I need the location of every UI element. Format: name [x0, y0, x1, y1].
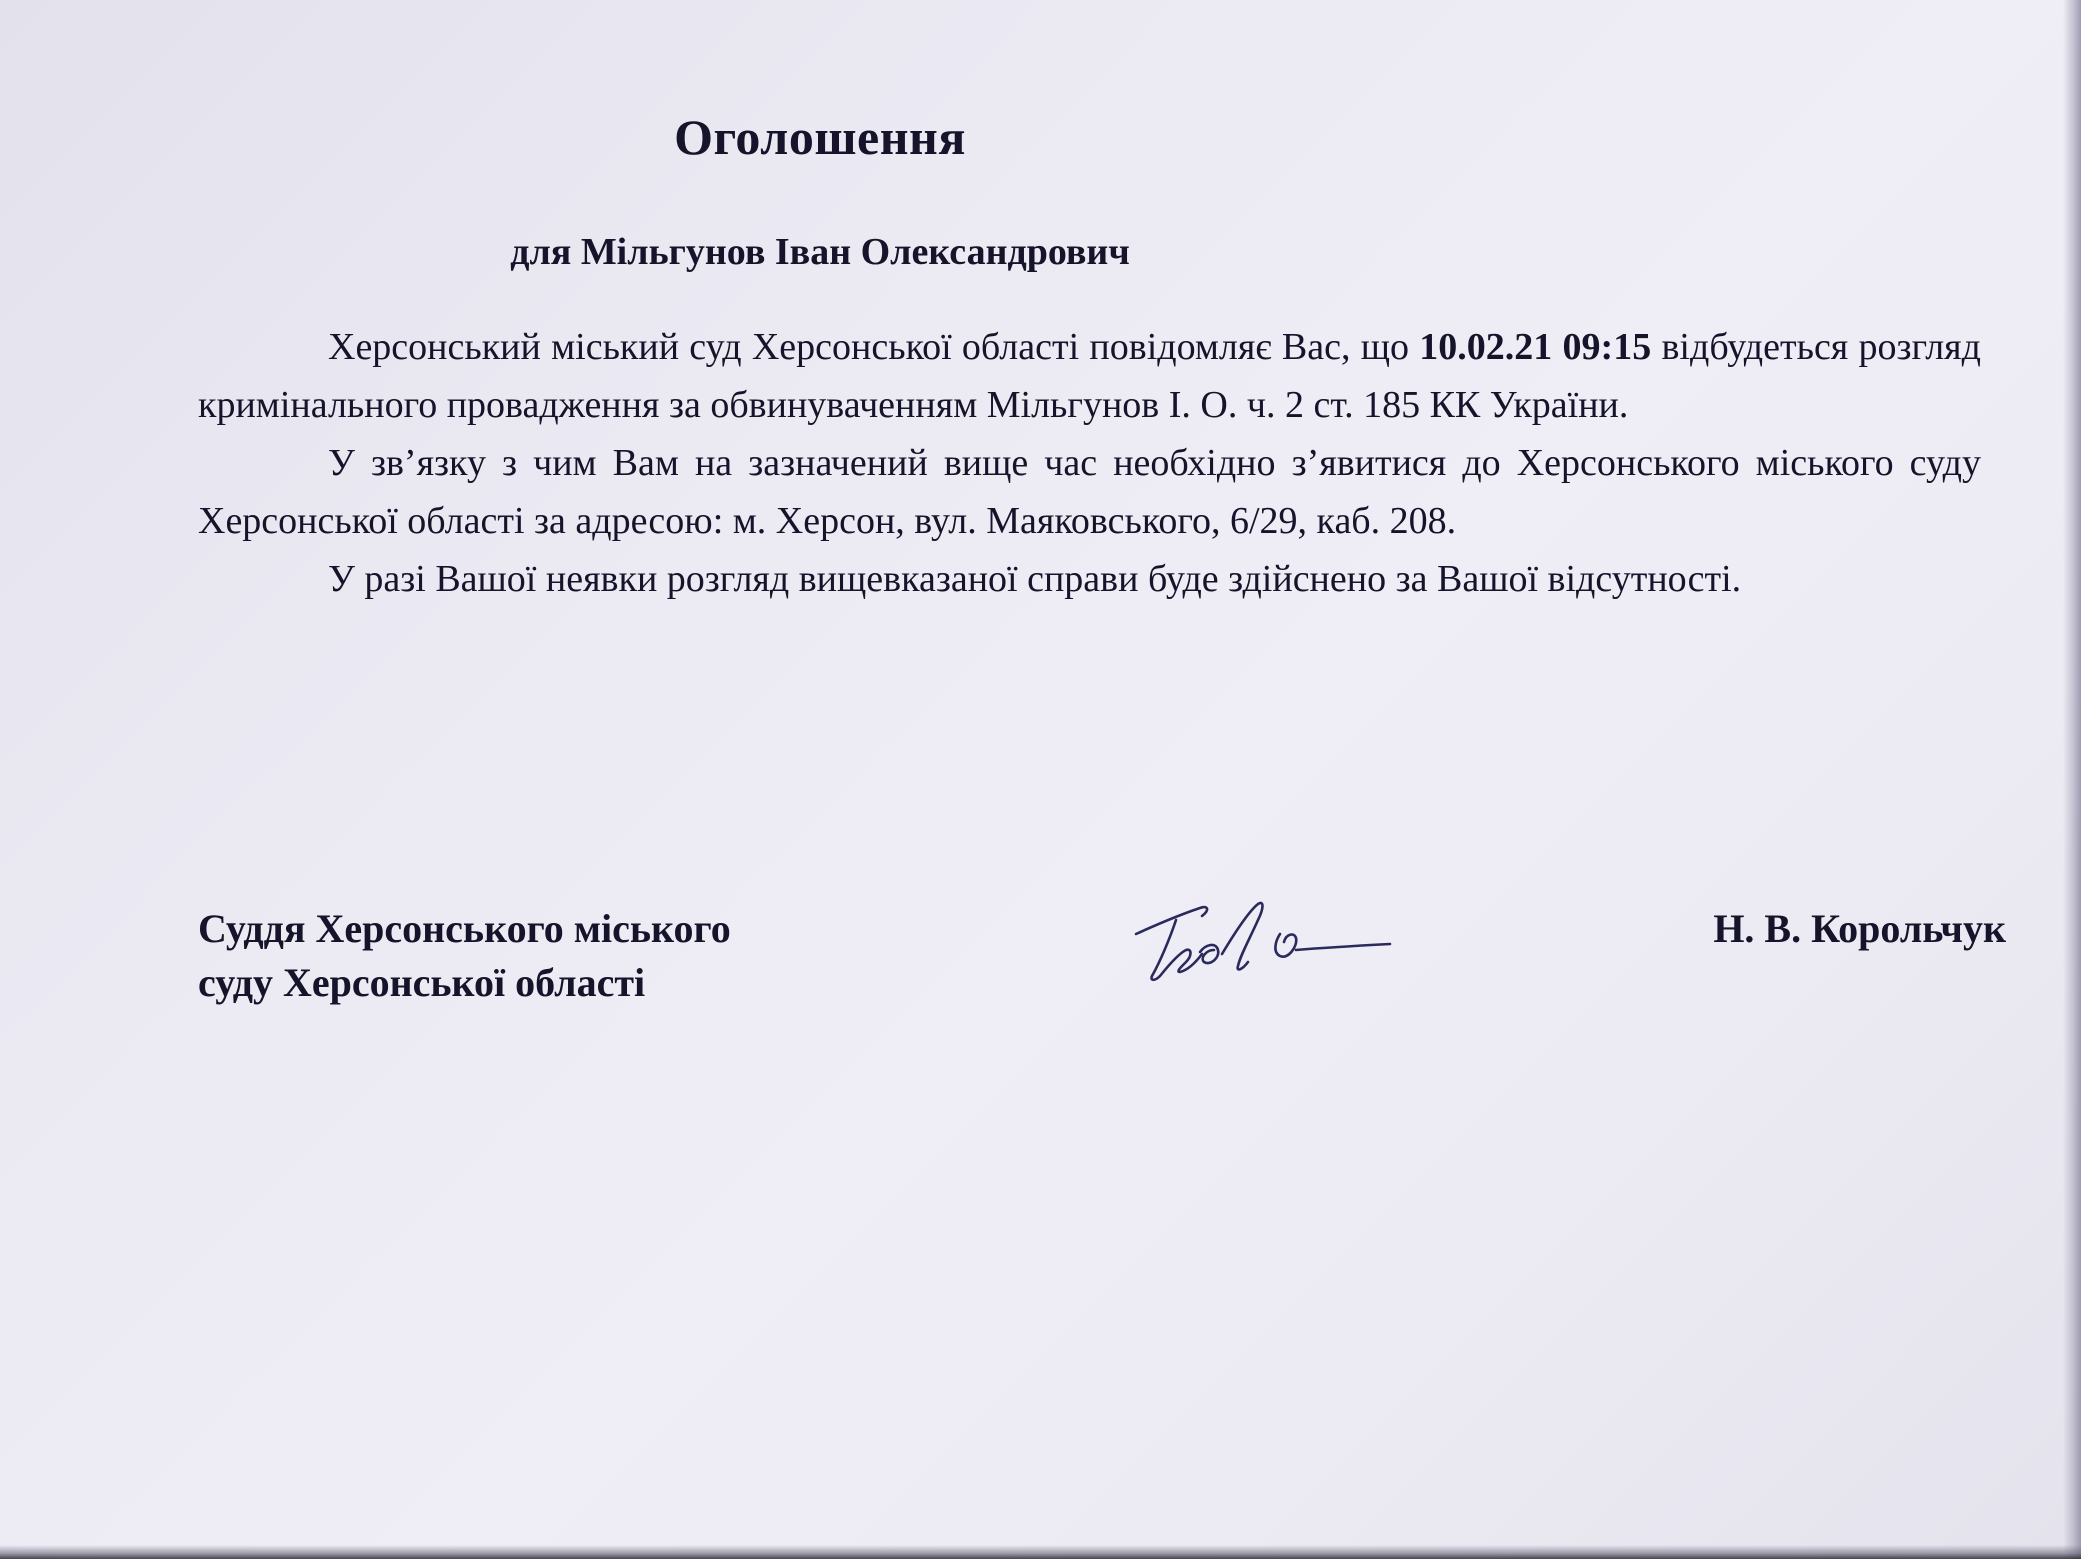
handwritten-signature-icon	[1130, 890, 1400, 1000]
paragraph-hearing-date	[198, 318, 1981, 434]
paragraph-appearance-address: У зв’язку з чим Вам на зазначений вище час необхідно з’явитися до Херсонського міського суду Херсонської області за адресою: м. Херсон, вул. Маяковського, 6/29, каб. 208.	[198, 442, 1981, 542]
notice-title: Оголошення	[674, 109, 966, 165]
notice-body	[198, 318, 1981, 608]
paper-right-edge	[2063, 0, 2081, 1559]
judge-position	[198, 902, 731, 1010]
judge-name: Н. В. Корольчук	[1713, 906, 2006, 951]
judge-position-line-2: суду Херсонської області	[198, 960, 646, 1005]
hearing-datetime: 10.02.21 09:15	[1419, 326, 1652, 368]
judge-position-line-1: Суддя Херсонського міського	[198, 906, 731, 951]
paragraph-hearing-text-start: Херсонський міський суд Херсонської області повідомляє Вас, що	[328, 326, 1420, 368]
paragraph-absence-warning: У разі Вашої неявки розгляд вищевказаної справи буде здійснено за Вашої відсутності.	[328, 558, 1742, 600]
notice-addressee: для Мільгунов Іван Олександрович	[510, 231, 1130, 273]
paragraph-hearing-text-end: відбудеться розгляд кримінального провадження за обвинуваченням Мільгунов І. О. ч. 2 ст. 185 КК України.	[198, 326, 1981, 426]
paper-bottom-edge	[0, 1545, 2081, 1559]
